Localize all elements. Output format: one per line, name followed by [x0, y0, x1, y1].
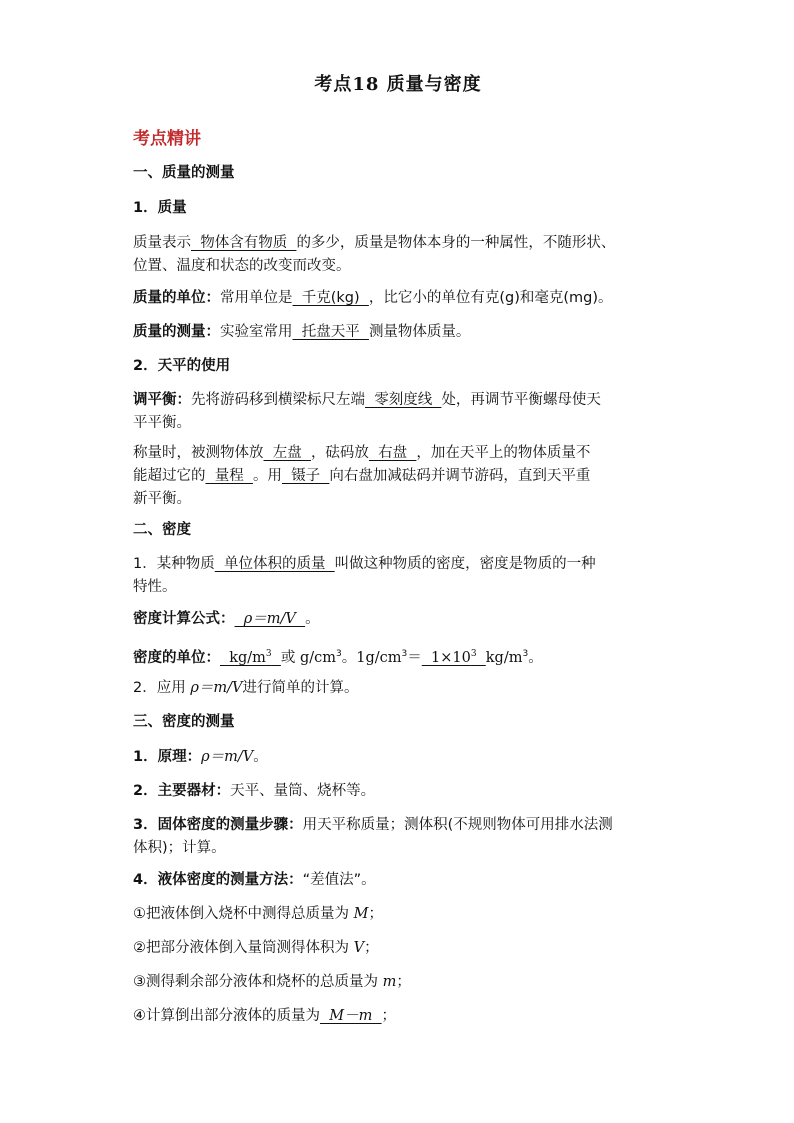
blank-answer: M－m: [320, 1008, 382, 1024]
paragraph-principle: 1．原理：ρ＝m/V。: [133, 749, 268, 765]
blank-answer: 量程: [205, 468, 253, 484]
blank-answer: 镊子: [281, 468, 330, 484]
list-item-step-2: ②把部分液体倒入量筒测得体积为 V；: [133, 940, 379, 956]
blank-answer: ρ＝m/V: [234, 611, 306, 627]
blank-answer: 左盘: [263, 445, 311, 461]
blank-answer: 物体含有物质: [191, 235, 297, 251]
heading-density: 二、密度: [133, 522, 191, 538]
formula: ρ＝m/V: [201, 749, 254, 765]
paragraph-mass-definition: 质量表示 物体含有物质 的多少，质量是物体本身的一种属性，不随形状、 位置、温度和状态的改变而改变。: [133, 235, 616, 274]
subheading-balance-use: 2．天平的使用: [133, 358, 231, 374]
paragraph-density-application: 2．应用 ρ＝m/V进行简单的计算。: [133, 680, 359, 696]
list-item-step-1: ①把液体倒入烧杯中测得总质量为 M；: [133, 906, 383, 922]
paragraph-liquid-method: 4．液体密度的测量方法：“差值法”。: [133, 872, 376, 888]
subheading-mass: 1．质量: [133, 200, 187, 216]
paragraph-balance-adjust: 调平衡：先将游码移到横梁标尺左端 零刻度线 处，再调节平衡螺母使天 平平衡。: [133, 392, 601, 431]
paragraph-density-definition: 1．某种物质 单位体积的质量 叫做这种物质的密度，密度是物质的一种 特性。: [133, 556, 596, 595]
list-item-step-3: ③测得剩余部分液体和烧杯的总质量为 m；: [133, 974, 411, 990]
heading-mass-measurement: 一、质量的测量: [133, 165, 235, 181]
paragraph-solid-steps: 3．固体密度的测量步骤：用天平称质量；测体积(不规则物体可用排水法测 体积)；计算。: [133, 817, 613, 856]
blank-answer: 托盘天平: [292, 324, 369, 340]
blank-answer: 零刻度线: [365, 392, 442, 408]
section-heading: 考点精讲: [133, 129, 201, 149]
blank-answer: 单位体积的质量: [214, 556, 335, 572]
blank-answer: $kg/m^3$: [220, 649, 272, 666]
paragraph-mass-measure: 质量的测量：实验室常用 托盘天平 测量物体质量。: [133, 324, 471, 340]
blank-answer: $1\times 10^3$: [421, 649, 477, 666]
blank-answer: 千克(kg): [292, 290, 369, 306]
blank-answer: 右盘: [368, 445, 417, 461]
paragraph-density-formula: 密度计算公式： ρ＝m/V 。: [133, 611, 320, 627]
paragraph-mass-unit: 质量的单位：常用单位是 千克(kg) ，比它小的单位有克(g)和毫克(mg)。: [133, 290, 613, 306]
heading-density-measurement: 三、密度的测量: [133, 714, 235, 730]
list-item-step-4: ④计算倒出部分液体的质量为 M－m ；: [133, 1008, 397, 1024]
formula: ρ＝m/V: [190, 680, 243, 696]
paragraph-weighing: 称量时，被测物体放 左盘 ，砝码放 右盘 ，加在天平上的物体质量不 能超过它的 量程 。用 镊子 向右盘加减砝码并调节游码，直到天平重 新平衡。: [133, 445, 591, 507]
paragraph-equipment: 2．主要器材：天平、量筒、烧杯等。: [133, 783, 376, 799]
paragraph-density-unit: 密度的单位： $kg/m^3$ 或 $g/cm^3$。$1g/cm^3= 1\times 10^3$ $kg/m^3$。: [133, 649, 543, 666]
page-title: 考点18 质量与密度: [314, 74, 482, 95]
